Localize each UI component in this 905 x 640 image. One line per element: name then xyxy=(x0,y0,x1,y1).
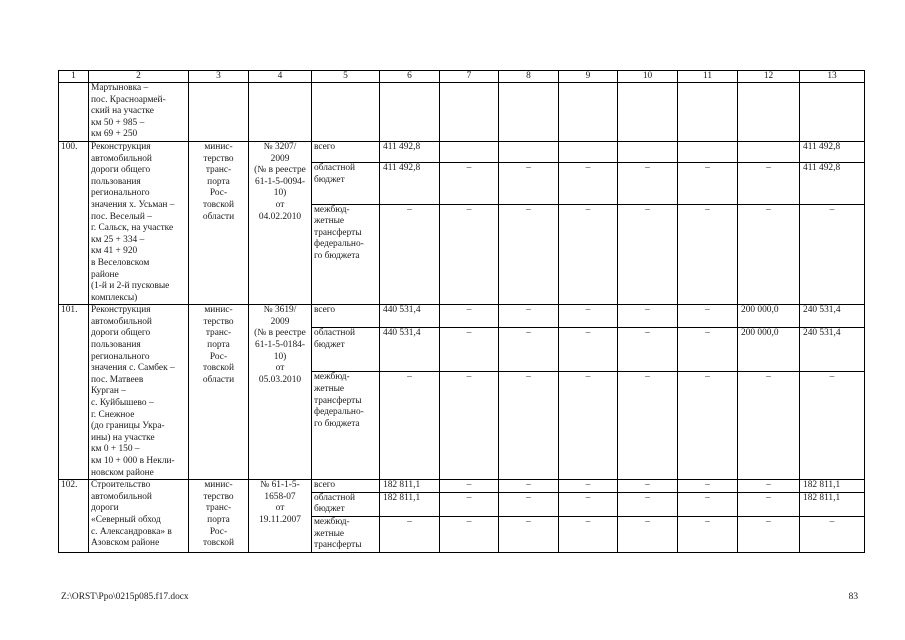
header-cell: 11 xyxy=(678,71,738,83)
table-row xyxy=(59,480,865,493)
value-cell: – xyxy=(380,204,440,305)
funding-source-cell: всего xyxy=(312,480,380,493)
value-cell: 411 492,8 xyxy=(380,141,440,162)
value-cell xyxy=(678,141,738,162)
value-cell: – xyxy=(440,328,499,372)
header-cell: 7 xyxy=(440,71,499,83)
value-cell: – xyxy=(559,480,618,493)
empty-cell xyxy=(312,83,380,142)
value-cell: – xyxy=(678,372,738,480)
value-cell: 411 492,8 xyxy=(800,163,865,204)
header-cell: 5 xyxy=(312,71,380,83)
header-cell: 8 xyxy=(499,71,559,83)
value-cell: – xyxy=(618,516,678,552)
value-cell: – xyxy=(440,516,499,552)
value-cell: 440 531,4 xyxy=(380,305,440,328)
value-cell: – xyxy=(738,163,800,204)
value-cell: – xyxy=(440,492,499,516)
empty-cell xyxy=(189,83,249,142)
empty-cell xyxy=(380,83,440,142)
value-cell: – xyxy=(800,372,865,480)
funding-source-cell: межбюд- жетные трансферты федерально- го бюджета xyxy=(312,372,380,480)
value-cell: – xyxy=(800,516,865,552)
value-cell: – xyxy=(440,305,499,328)
value-cell xyxy=(499,141,559,162)
value-cell: – xyxy=(380,516,440,552)
value-cell: – xyxy=(618,492,678,516)
value-cell: 200 000,0 xyxy=(738,305,800,328)
header-cell: 3 xyxy=(189,71,249,83)
value-cell: 411 492,8 xyxy=(800,141,865,162)
value-cell: – xyxy=(678,163,738,204)
empty-cell xyxy=(800,83,865,142)
customer-cell: минис- терство транс- порта Рос- товской xyxy=(189,480,249,553)
header-cell: 4 xyxy=(249,71,312,83)
value-cell: – xyxy=(499,492,559,516)
table-row xyxy=(59,141,865,162)
value-cell: – xyxy=(559,516,618,552)
funding-source-cell: всего xyxy=(312,141,380,162)
value-cell: – xyxy=(559,492,618,516)
value-cell: – xyxy=(618,328,678,372)
value-cell: – xyxy=(678,204,738,305)
value-cell: – xyxy=(800,204,865,305)
budget-table xyxy=(58,70,865,553)
value-cell: – xyxy=(499,204,559,305)
funding-source-cell: межбюд- жетные трансферты xyxy=(312,516,380,552)
value-cell: – xyxy=(678,480,738,493)
customer-cell: минис- терство транс- порта Рос- товской области xyxy=(189,141,249,304)
value-cell: – xyxy=(440,163,499,204)
row-number-cell: 102. xyxy=(59,480,89,553)
funding-source-cell: областной бюджет xyxy=(312,163,380,204)
value-cell: – xyxy=(678,516,738,552)
value-cell: 182 811,1 xyxy=(800,480,865,493)
file-path: Z:\ORST\Ppo\0215p085.f17.docx xyxy=(61,592,189,602)
header-cell: 1 xyxy=(59,71,89,83)
object-name-cell: Строительство автомобильной дороги «Северный обход с. Александровка» в Азовском районе xyxy=(89,480,189,553)
value-cell: – xyxy=(618,204,678,305)
value-cell: – xyxy=(440,372,499,480)
customer-cell: минис- терство транс- порта Рос- товской области xyxy=(189,305,249,480)
value-cell: – xyxy=(559,204,618,305)
value-cell: – xyxy=(499,372,559,480)
funding-source-cell: всего xyxy=(312,305,380,328)
value-cell: 240 531,4 xyxy=(800,328,865,372)
value-cell xyxy=(618,141,678,162)
value-cell: – xyxy=(499,328,559,372)
row-number-cell: 100. xyxy=(59,141,89,304)
value-cell: – xyxy=(499,516,559,552)
header-cell: 2 xyxy=(89,71,189,83)
object-name-cell: Реконструкция автомобильной дороги общего пользования регионального значения х. Усьман – пос. Веселый – г. Сальск, на участке км 25 + 334 – км 41 + 920 в Веселовском районе (1-й и 2-й пусковые комплексы) xyxy=(89,141,189,304)
header-cell: 6 xyxy=(380,71,440,83)
continuation-row xyxy=(59,83,865,142)
value-cell: – xyxy=(618,163,678,204)
value-cell: – xyxy=(618,305,678,328)
value-cell: – xyxy=(559,328,618,372)
value-cell: – xyxy=(678,305,738,328)
value-cell xyxy=(440,141,499,162)
value-cell: 440 531,4 xyxy=(380,328,440,372)
value-cell: 182 811,1 xyxy=(380,492,440,516)
value-cell: – xyxy=(380,372,440,480)
header-cell: 13 xyxy=(800,71,865,83)
value-cell: – xyxy=(440,204,499,305)
value-cell: 182 811,1 xyxy=(380,480,440,493)
value-cell: – xyxy=(678,492,738,516)
page-number: 83 xyxy=(848,592,858,602)
value-cell: 240 531,4 xyxy=(800,305,865,328)
value-cell: – xyxy=(559,305,618,328)
header-cell: 9 xyxy=(559,71,618,83)
document-cell: № 3207/ 2009 (№ в реестре 61-1-5-0094- 10) от 04.02.2010 xyxy=(249,141,312,304)
empty-cell xyxy=(559,83,618,142)
value-cell: – xyxy=(499,305,559,328)
empty-cell xyxy=(249,83,312,142)
funding-source-cell: областной бюджет xyxy=(312,492,380,516)
value-cell: – xyxy=(738,204,800,305)
value-cell xyxy=(559,141,618,162)
value-cell: – xyxy=(440,480,499,493)
empty-cell xyxy=(678,83,738,142)
value-cell: 200 000,0 xyxy=(738,328,800,372)
value-cell: – xyxy=(738,480,800,493)
funding-source-cell: межбюд- жетные трансферты федерально- го бюджета xyxy=(312,204,380,305)
value-cell: – xyxy=(499,163,559,204)
empty-cell xyxy=(440,83,499,142)
empty-cell xyxy=(618,83,678,142)
header-cell: 10 xyxy=(618,71,678,83)
value-cell: – xyxy=(738,516,800,552)
value-cell: – xyxy=(559,372,618,480)
funding-source-cell: областной бюджет xyxy=(312,328,380,372)
table-row xyxy=(59,305,865,328)
object-name-cell: Реконструкция автомобильной дороги общего пользования регионального значения с. Самбек – пос. Матвеев Курган – с. Куйбышево – г. Снежное (до границы Укра- ины) на участке км 0 + 150 – км 10 + 000 в Некли- новском районе xyxy=(89,305,189,480)
number-cell xyxy=(59,83,89,142)
value-cell: 411 492,8 xyxy=(380,163,440,204)
empty-cell xyxy=(499,83,559,142)
header-cell: 12 xyxy=(738,71,800,83)
value-cell xyxy=(738,141,800,162)
value-cell: 182 811,1 xyxy=(800,492,865,516)
object-name-cell: Мартыновка – пос. Красноармей- ский на участке км 50 + 985 – км 69 + 250 xyxy=(89,83,189,142)
value-cell: – xyxy=(499,480,559,493)
header-row xyxy=(59,71,865,83)
value-cell: – xyxy=(618,480,678,493)
empty-cell xyxy=(738,83,800,142)
value-cell: – xyxy=(678,328,738,372)
value-cell: – xyxy=(559,163,618,204)
document-cell: № 61-1-5- 1658-07 от 19.11.2007 xyxy=(249,480,312,553)
document-cell: № 3619/ 2009 (№ в реестре 61-1-5-0184- 10) от 05.03.2010 xyxy=(249,305,312,480)
value-cell: – xyxy=(618,372,678,480)
value-cell: – xyxy=(738,492,800,516)
row-number-cell: 101. xyxy=(59,305,89,480)
value-cell: – xyxy=(738,372,800,480)
